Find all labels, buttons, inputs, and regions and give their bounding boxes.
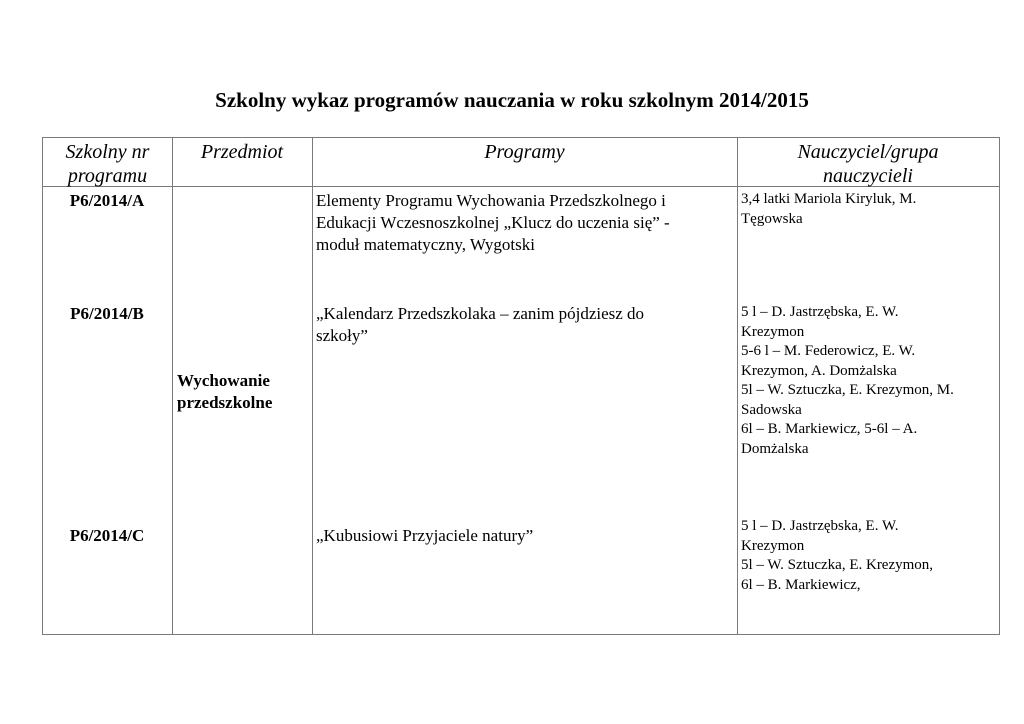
program-name-a (316, 190, 736, 256)
program-c-line: „Kubusiowi Przyjaciele natury” (316, 526, 534, 545)
teacher-c-line: 5 l – D. Jastrzębska, E. W. (741, 518, 899, 534)
header-teachers-line1: Nauczyciel/grupa (797, 141, 939, 163)
program-a-line: moduł matematyczny, Wygotski (316, 235, 535, 254)
header-program-number (43, 140, 172, 188)
column-divider (737, 138, 738, 634)
teacher-b-line: 5 l – D. Jastrzębska, E. W. (741, 304, 899, 320)
teacher-c-line: 5l – W. Sztuczka, E. Krezymon, (741, 557, 934, 573)
teacher-b-line: 5l – W. Sztuczka, E. Krezymon, M. (741, 382, 954, 398)
header-subject-label: Przedmiot (200, 141, 284, 163)
header-teachers-line2: nauczycieli (823, 165, 913, 187)
teacher-b-line: 5-6 l – M. Federowicz, E. W. (741, 343, 916, 359)
teacher-b-line: Krezymon (741, 323, 805, 340)
teachers-a (741, 190, 996, 229)
teacher-b-line: Domżalska (741, 440, 809, 457)
teachers-b (741, 303, 996, 459)
teacher-b-line: 6l – B. Markiewicz, 5-6l – A. (741, 421, 918, 437)
header-subject (172, 140, 312, 164)
column-divider (172, 138, 173, 634)
subject-line1: Wychowanie (177, 371, 270, 390)
document-title: Szkolny wykaz programów nauczania w roku szkolnym 2014/2015 (215, 88, 809, 112)
teacher-c-line: 6l – B. Markiewicz, (741, 576, 861, 593)
program-name-c (316, 525, 736, 547)
program-code-b: P6/2014/B (70, 304, 144, 323)
subject-cell (177, 370, 307, 414)
teachers-c (741, 517, 996, 595)
program-a-line: Edukacji Wczesnoszkolnej „Klucz do uczenia się” - (316, 213, 670, 232)
teacher-a-line: Tęgowska (741, 210, 803, 227)
programs-table (42, 137, 1000, 635)
program-a-line: Elementy Programu Wychowania Przedszkolnego i (316, 191, 666, 210)
teacher-a-line: 3,4 latki Mariola Kiryluk, M. (741, 191, 917, 207)
header-teachers (737, 140, 999, 188)
program-b-line: „Kalendarz Przedszkolaka – zanim pójdziesz do (316, 304, 645, 323)
header-programs (312, 140, 737, 164)
header-program-number-line1: Szkolny nr (65, 141, 150, 163)
program-b-line: szkoły” (316, 326, 368, 345)
program-code-a: P6/2014/A (69, 191, 145, 210)
teacher-b-line: Krezymon, A. Domżalska (741, 362, 897, 379)
program-name-b (316, 303, 736, 347)
header-program-number-line2: programu (67, 165, 148, 187)
teacher-c-line: Krezymon (741, 537, 805, 554)
teacher-b-line: Sadowska (741, 401, 802, 418)
header-programs-label: Programy (484, 141, 565, 163)
program-code-c: P6/2014/C (69, 526, 145, 545)
subject-line2: przedszkolne (177, 393, 273, 412)
column-divider (312, 138, 313, 634)
